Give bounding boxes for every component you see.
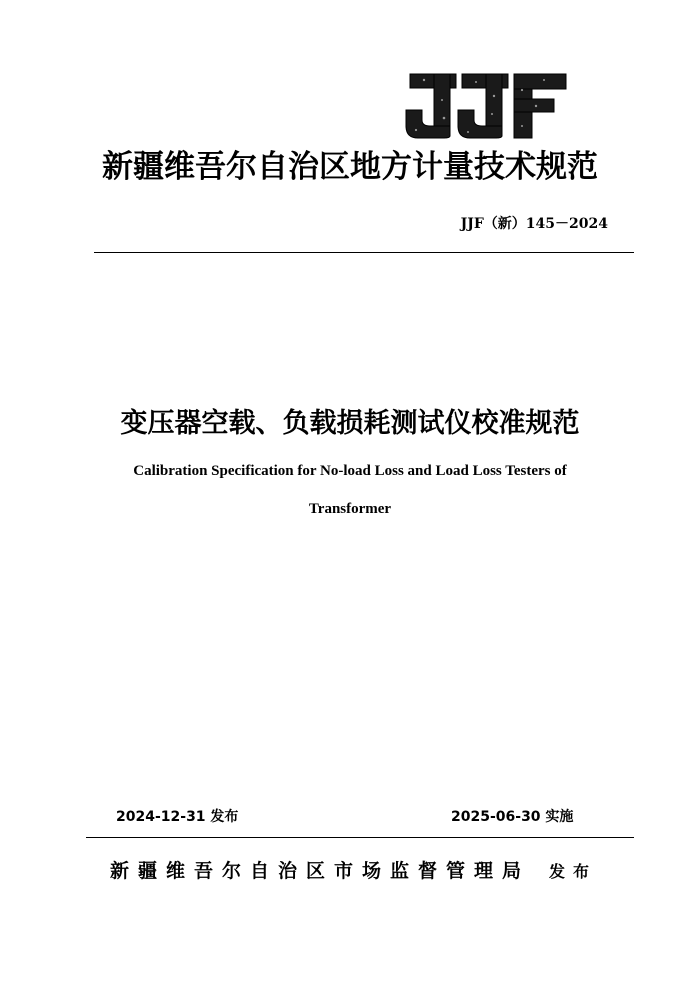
document-title-en [80, 452, 620, 528]
document-title-en-line2: Transformer [308, 501, 392, 517]
region-standard-title: 新疆维吾尔自治区地方计量技术规范 [102, 149, 598, 185]
logo-letter-j2 [458, 74, 508, 138]
logo-letter-f [514, 74, 566, 138]
jjf-logo [404, 70, 570, 142]
document-number: JJF（新）145－2024 [460, 216, 608, 232]
logo-letter-j1 [406, 74, 456, 138]
header-divider [94, 252, 634, 253]
issue-date: 2024-12-31 发布 [116, 809, 239, 825]
issuing-authority-suffix: 发布 [549, 862, 598, 881]
document-title-en-line1: Calibration Specification for No-load Loss and Load Loss Testers of [133, 463, 567, 479]
issuing-authority: 新疆维吾尔自治区市场监督管理局 [110, 860, 531, 882]
footer-divider [86, 837, 634, 838]
implementation-date: 2025-06-30 实施 [451, 809, 574, 825]
document-title-zh: 变压器空载、负载损耗测试仪校准规范 [120, 408, 580, 439]
